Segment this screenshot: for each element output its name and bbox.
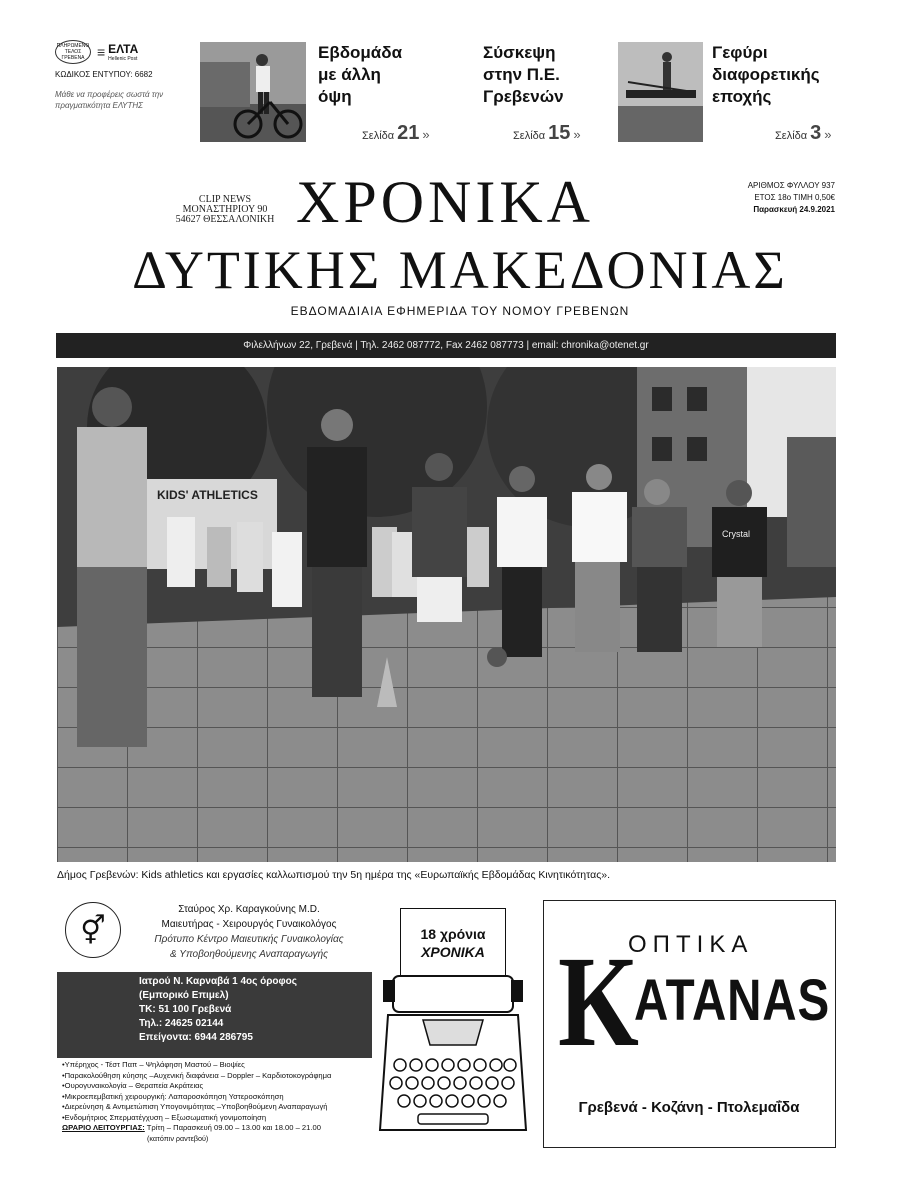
- doctor-services-list: [62, 1060, 372, 1144]
- opening-hours: ΩΡΑΡΙΟ ΛΕΙΤΟΥΡΓΙΑΣ: Τρίτη – Παρασκευή 09.00 – 13.00 και 18.00 – 21.00: [62, 1123, 321, 1132]
- doctor-contact-box: Ιατρού Ν. Καρναβά 1 4ος όροφος (Εμπορικό Επιμελ) ΤΚ: 51 100 Γρεβενά Τηλ.: 24625 02144 Επείγοντα: 6944 286795: [57, 972, 372, 1058]
- postal-block: [55, 40, 190, 111]
- print-code: ΚΩΔΙΚΟΣ ΕΝΤΥΠΟΥ: 6682: [55, 70, 153, 79]
- gender-symbol-icon: ⚥: [65, 902, 121, 958]
- photo-caption: Δήμος Γρεβενών: Kids athletics και εργασίες καλλωπισμού την 5η ημέρα της «Ευρωπαϊκής Εβδομάδας Κινητικότητας».: [57, 869, 611, 881]
- issue-info: [700, 180, 835, 216]
- issue-date: Παρασκευή 24.9.2021: [753, 205, 835, 214]
- teaser-photo-bridge[interactable]: [618, 42, 703, 142]
- teaser-3-page[interactable]: Σελίδα 3 »: [775, 122, 832, 144]
- teaser-1-title[interactable]: Εβδομάδα με άλλη όψη: [318, 43, 403, 106]
- teaser-3-title[interactable]: Γεφύρι διαφορετικής εποχής: [712, 43, 820, 106]
- cyclist-photo: [200, 42, 306, 142]
- doctor-advertisement[interactable]: [57, 900, 372, 1155]
- kids-athletics-photo: [57, 367, 836, 862]
- masthead-region: ΔΥΤΙΚΗΣ ΜΑΚΕΔΟΝΙΑΣ: [132, 240, 788, 300]
- masthead-title: ΧΡΟΝΙΚΑ: [296, 169, 594, 235]
- address-bar: Φιλελλήνων 22, Γρεβενά | Τηλ. 2462 087772, Fax 2462 087773 | email: chronika@otenet.gr: [56, 333, 836, 358]
- list-item: •Ουρογυναικολογία – Θεραπεία Ακράτειας: [62, 1081, 204, 1090]
- optika-brand: ATANAS: [634, 968, 831, 1033]
- teaser-photo-cyclist[interactable]: [200, 42, 306, 142]
- optika-cities: Γρεβενά - Κοζάνη - Πτολεμαΐδα: [578, 1099, 800, 1116]
- issue-number: ΑΡΙΘΜΟΣ ΦΥΛΛΟΥ 937: [747, 181, 835, 190]
- typewriter-paper: [400, 908, 506, 976]
- hours-note: (κατόπιν ραντεβού): [147, 1133, 209, 1143]
- doctor-name: Σταύρος Χρ. Καραγκούνης M.D.: [178, 904, 320, 915]
- years-label: 18 χρόνια: [420, 926, 486, 942]
- doctor-name-block: Σταύρος Χρ. Καραγκούνης M.D. Μαιευτήρας - Χειρουργός Γυναικολόγος Πρότυπο Κέντρο Μαιευτικής Γυναικολογίας & Υποβοηθούμενης Αναπαραγωγής: [129, 902, 369, 962]
- shirt-text: Crystal: [722, 529, 751, 539]
- elta-name: ΕΛΤΑ: [108, 42, 139, 56]
- doctor-title: Μαιευτήρας - Χειρουργός Γυναικολόγος: [161, 919, 337, 930]
- typewriter-advertisement[interactable]: [378, 900, 528, 1150]
- clip-news-stamp: CLIP NEWS ΜΟΝΑΣΤΗΡΙΟΥ 90 54627 ΘΕΣΣΑΛΟΝΙΚΗ: [175, 194, 275, 225]
- teaser-2-page[interactable]: Σελίδα 15 »: [513, 122, 581, 144]
- optika-katanas-advertisement[interactable]: [543, 900, 836, 1148]
- optika-big-k: K: [558, 930, 639, 1074]
- optika-label: ΟΠΤΙΚΑ: [628, 931, 754, 958]
- postage-seal: ΠΛΗΡΩΜΕΝΟ ΤΕΛΟΣ ΓΡΕΒΕΝΑ: [55, 40, 91, 64]
- teaser-2-title[interactable]: Σύσκεψη στην Π.Ε. Γρεβενών: [483, 43, 564, 106]
- list-item: •Διερεύνηση & Αντιμετώπιση Υπογονιμότητας –Υποβοηθούμενη Αναπαραγωγή: [62, 1102, 328, 1111]
- paper-brand: ΧΡΟΝΙΚΑ: [421, 944, 485, 960]
- elta-sub: Hellenic Post: [108, 56, 138, 62]
- list-item: •Ενδομήτριος Σπερματέγχυση – Εξωσωματική γονιμοποίηση: [62, 1112, 267, 1122]
- masthead-subtitle: ΕΒΔΟΜΑΔΙΑΙΑ ΕΦΗΜΕΡΙΔΑ ΤΟΥ ΝΟΜΟΥ ΓΡΕΒΕΝΩΝ: [290, 304, 630, 318]
- issue-year-price: ΕΤΟΣ 18ο ΤΙΜΗ 0,50€: [754, 193, 835, 202]
- list-item: •Παρακολούθηση κύησης –Αυχενική διαφάνεια – Doppler – Καρδιοτοκογράφημα: [62, 1070, 332, 1080]
- list-item: •Μικροεπεμβατική χειρουργική: Λαπαροσκόπηση Υστεροσκόπηση: [62, 1091, 284, 1101]
- teaser-1-page[interactable]: Σελίδα 21 »: [362, 122, 430, 144]
- list-item: •Υπέρηχος - Τέστ Παπ – Ψηλάφηση Μαστού – Βιοψίες: [62, 1060, 245, 1069]
- main-photo: [57, 367, 836, 862]
- elta-logo: [55, 40, 190, 64]
- banner-text: KIDS' ATHLETICS: [157, 488, 258, 502]
- elytis-quote: Μάθε να προφέρεις σωστά την πραγματικότητα ΕΛΥΤΗΣ: [55, 90, 164, 110]
- bridge-photo: [618, 42, 703, 142]
- elta-wave-icon: ≡: [97, 44, 103, 60]
